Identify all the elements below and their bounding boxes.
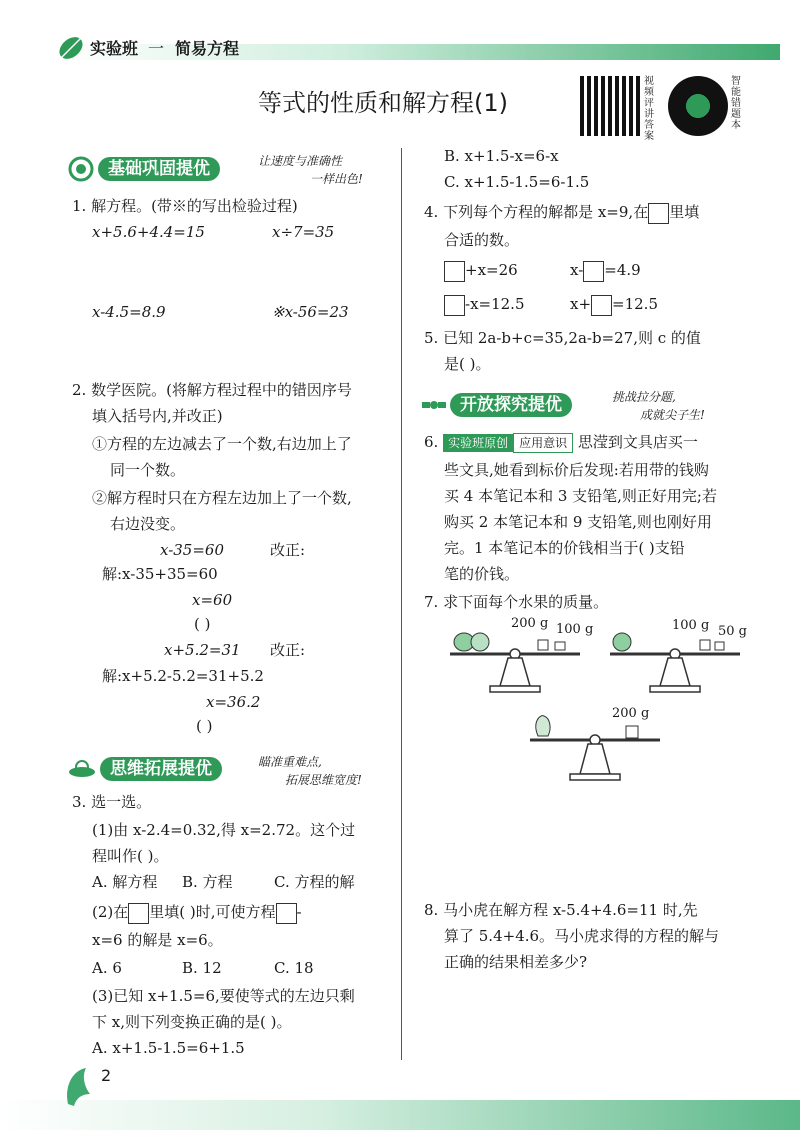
section-explore-slogan-2: 成就尖子生! — [640, 408, 705, 422]
q3-part2-c: - — [296, 903, 302, 921]
q4-eq-4-b: =12.5 — [612, 295, 658, 313]
q4-answer-box-2[interactable] — [583, 261, 604, 282]
q3-option-b: B. x+1.5-x=6-x — [444, 147, 559, 165]
q3-part1-b: 程叫作( )。 — [92, 847, 169, 865]
q3-part2-a: (2)在 — [92, 903, 129, 921]
q6-line-2: 些文具,她看到标价后发现:若用带的钱购 — [444, 461, 709, 479]
q4-answer-box-4[interactable] — [591, 295, 612, 316]
q4-eq-2-a: x- — [570, 261, 584, 279]
q5-line-1: 5. 已知 2a-b+c=35,2a-b=27,则 c 的值 — [424, 329, 701, 347]
section-thinking-slogan-2: 拓展思维宽度! — [285, 773, 362, 787]
q2-fix-1: 改正: — [270, 541, 306, 559]
q3-part3-a: (3)已知 x+1.5=6,要使等式的左边只剩 — [92, 987, 355, 1005]
q2-paren-1: ( ) — [194, 615, 211, 633]
ufo-icon — [68, 756, 96, 782]
q4-eq-2 — [570, 260, 641, 282]
q5-line-2: 是( )。 — [444, 355, 491, 373]
q1-eq-4: ※x-56=23 — [272, 303, 349, 321]
q3-part2-opt-a: A. 6 — [92, 959, 122, 977]
original-tag: 实验班原创 — [443, 434, 513, 452]
q3-option-a: A. x+1.5-1.5=6+1.5 — [92, 1039, 245, 1057]
dolphin-icon — [60, 1064, 96, 1110]
q3-part1-a: (1)由 x-2.4=0.32,得 x=2.72。这个过 — [92, 821, 356, 839]
q6-number: 6. — [424, 433, 439, 451]
weight-label-100g-2: 100 g — [672, 618, 710, 633]
header-dash: 一 — [148, 39, 165, 58]
q4-eq-1 — [444, 260, 518, 282]
q6-line-6: 笔的价钱。 — [444, 565, 520, 583]
qr-code-video[interactable] — [580, 76, 640, 136]
satellite-icon — [420, 392, 448, 418]
q3-part2-b: 里填( )时,可使方程 — [149, 903, 276, 921]
qr-code-wrongbook[interactable] — [668, 76, 728, 136]
column-divider — [401, 148, 402, 1060]
balance-scale-3 — [520, 712, 670, 792]
q8-line-2: 算了 5.4+4.6。马小虎求得的方程的解与 — [444, 927, 720, 945]
q2-eq-2: x+5.2=31 — [164, 641, 241, 659]
section-basic-slogan-2: 一样出色! — [310, 172, 363, 186]
q3-part2-opt-c: C. 18 — [274, 959, 314, 977]
q4-eq-2-b: =4.9 — [604, 261, 641, 279]
leaf-logo-icon — [56, 33, 86, 63]
q4-eq-1-text: +x=26 — [465, 261, 518, 279]
section-basic-slogan-1: 让速度与准确性 — [258, 154, 343, 168]
q4-stem-2: 里填 — [669, 203, 700, 221]
q3-part2-line1 — [92, 902, 302, 924]
q2-paren-2: ( ) — [196, 717, 213, 735]
qr-label-wrongbook-text: 智能错题本 — [731, 76, 741, 131]
q3-option-c: C. x+1.5-1.5=6-1.5 — [444, 173, 590, 191]
q1-stem: 1. 解方程。(带※的写出检验过程) — [72, 197, 298, 215]
q4-stem-1: 4. 下列每个方程的解都是 x=9,在 — [424, 203, 649, 221]
qr-label-video — [644, 76, 656, 142]
q6-line-3: 买 4 本笔记本和 3 支铅笔,则正好用完;若 — [444, 487, 717, 505]
q3-answer-box-2[interactable] — [276, 903, 297, 924]
footer-wave — [0, 1100, 800, 1130]
q3-part1-opt-c: C. 方程的解 — [274, 873, 355, 891]
q3-part1-opt-a: A. 解方程 — [92, 873, 158, 891]
q2-reason-2b: 右边没变。 — [110, 515, 186, 533]
section-explore-label: 开放探究提优 — [450, 393, 572, 417]
q2-reason-1b: 同一个数。 — [110, 461, 186, 479]
q2-eq-1: x-35=60 — [160, 541, 225, 559]
q3-stem: 3. 选一选。 — [72, 793, 152, 811]
section-explore-slogan-1: 挑战拉分题, — [612, 390, 676, 404]
q8-line-1: 8. 马小虎在解方程 x-5.4+4.6=11 时,先 — [424, 901, 698, 919]
section-basic-label: 基础巩固提优 — [98, 157, 220, 181]
q6-line-5: 完。1 本笔记本的价钱相当于( )支铅 — [444, 539, 685, 557]
weight-label-200g-2: 200 g — [612, 706, 650, 721]
application-tag: 应用意识 — [513, 433, 573, 453]
target-icon — [68, 156, 94, 182]
q4-stem-3: 合适的数。 — [444, 231, 520, 249]
q6-line-1 — [424, 432, 698, 453]
weight-label-200g-1: 200 g — [511, 616, 549, 631]
q2-step-1a: 解:x-35+35=60 — [102, 565, 218, 583]
q3-part3-b: 下 x,则下列变换正确的是( )。 — [92, 1013, 292, 1031]
q4-stem-box — [648, 203, 669, 224]
q2-reason-2a: ②解方程时只在方程左边加上了一个数, — [92, 489, 352, 507]
q1-eq-3: x-4.5=8.9 — [92, 303, 166, 321]
weight-label-50g: 50 g — [718, 624, 747, 639]
q2-reason-1a: ①方程的左边减去了一个数,右边加上了 — [92, 435, 352, 453]
section-thinking-label: 思维拓展提优 — [100, 757, 222, 781]
q2-step-1b: x=60 — [192, 591, 233, 609]
q6-text-1: 思滢到文具店买一 — [577, 433, 698, 451]
qr-label-video-text: 视频评讲答案 — [644, 76, 654, 142]
q6-line-4: 购买 2 本笔记本和 9 支铅笔,则也刚好用 — [444, 513, 712, 531]
q4-eq-3 — [444, 294, 525, 316]
q4-eq-3-text: -x=12.5 — [465, 295, 525, 313]
section-thinking-slogan-1: 瞄准重难点, — [258, 755, 322, 769]
q1-eq-1: x+5.6+4.4=15 — [92, 223, 205, 241]
q2-fix-2: 改正: — [270, 641, 306, 659]
page-title: 等式的性质和解方程(1) — [258, 89, 508, 117]
q7-stem: 7. 求下面每个水果的质量。 — [424, 593, 609, 611]
q4-eq-4 — [570, 294, 658, 316]
q2-step-2b: x=36.2 — [206, 693, 261, 711]
q1-eq-2: x÷7=35 — [272, 223, 335, 241]
q3-answer-box-1[interactable] — [128, 903, 149, 924]
weight-label-100g-1: 100 g — [556, 622, 594, 637]
q4-stem-line1 — [424, 202, 699, 224]
q2-step-2a: 解:x+5.2-5.2=31+5.2 — [102, 667, 264, 685]
q3-part1-opt-b: B. 方程 — [182, 873, 233, 891]
q4-eq-4-a: x+ — [570, 295, 592, 313]
q2-stem-1: 2. 数学医院。(将解方程过程中的错因序号 — [72, 381, 352, 399]
page-number: 2 — [101, 1066, 112, 1085]
q4-answer-box-3[interactable] — [444, 295, 465, 316]
q2-stem-2: 填入括号内,并改正) — [92, 407, 223, 425]
q8-line-3: 正确的结果相差多少? — [444, 953, 588, 971]
q4-answer-box-1[interactable] — [444, 261, 465, 282]
qr-label-wrongbook — [731, 76, 743, 131]
header-brand: 实验班 — [90, 39, 139, 58]
header-unit: 简易方程 — [175, 39, 240, 58]
q3-part2-d: x=6 的解是 x=6。 — [92, 931, 223, 949]
q3-part2-opt-b: B. 12 — [182, 959, 222, 977]
